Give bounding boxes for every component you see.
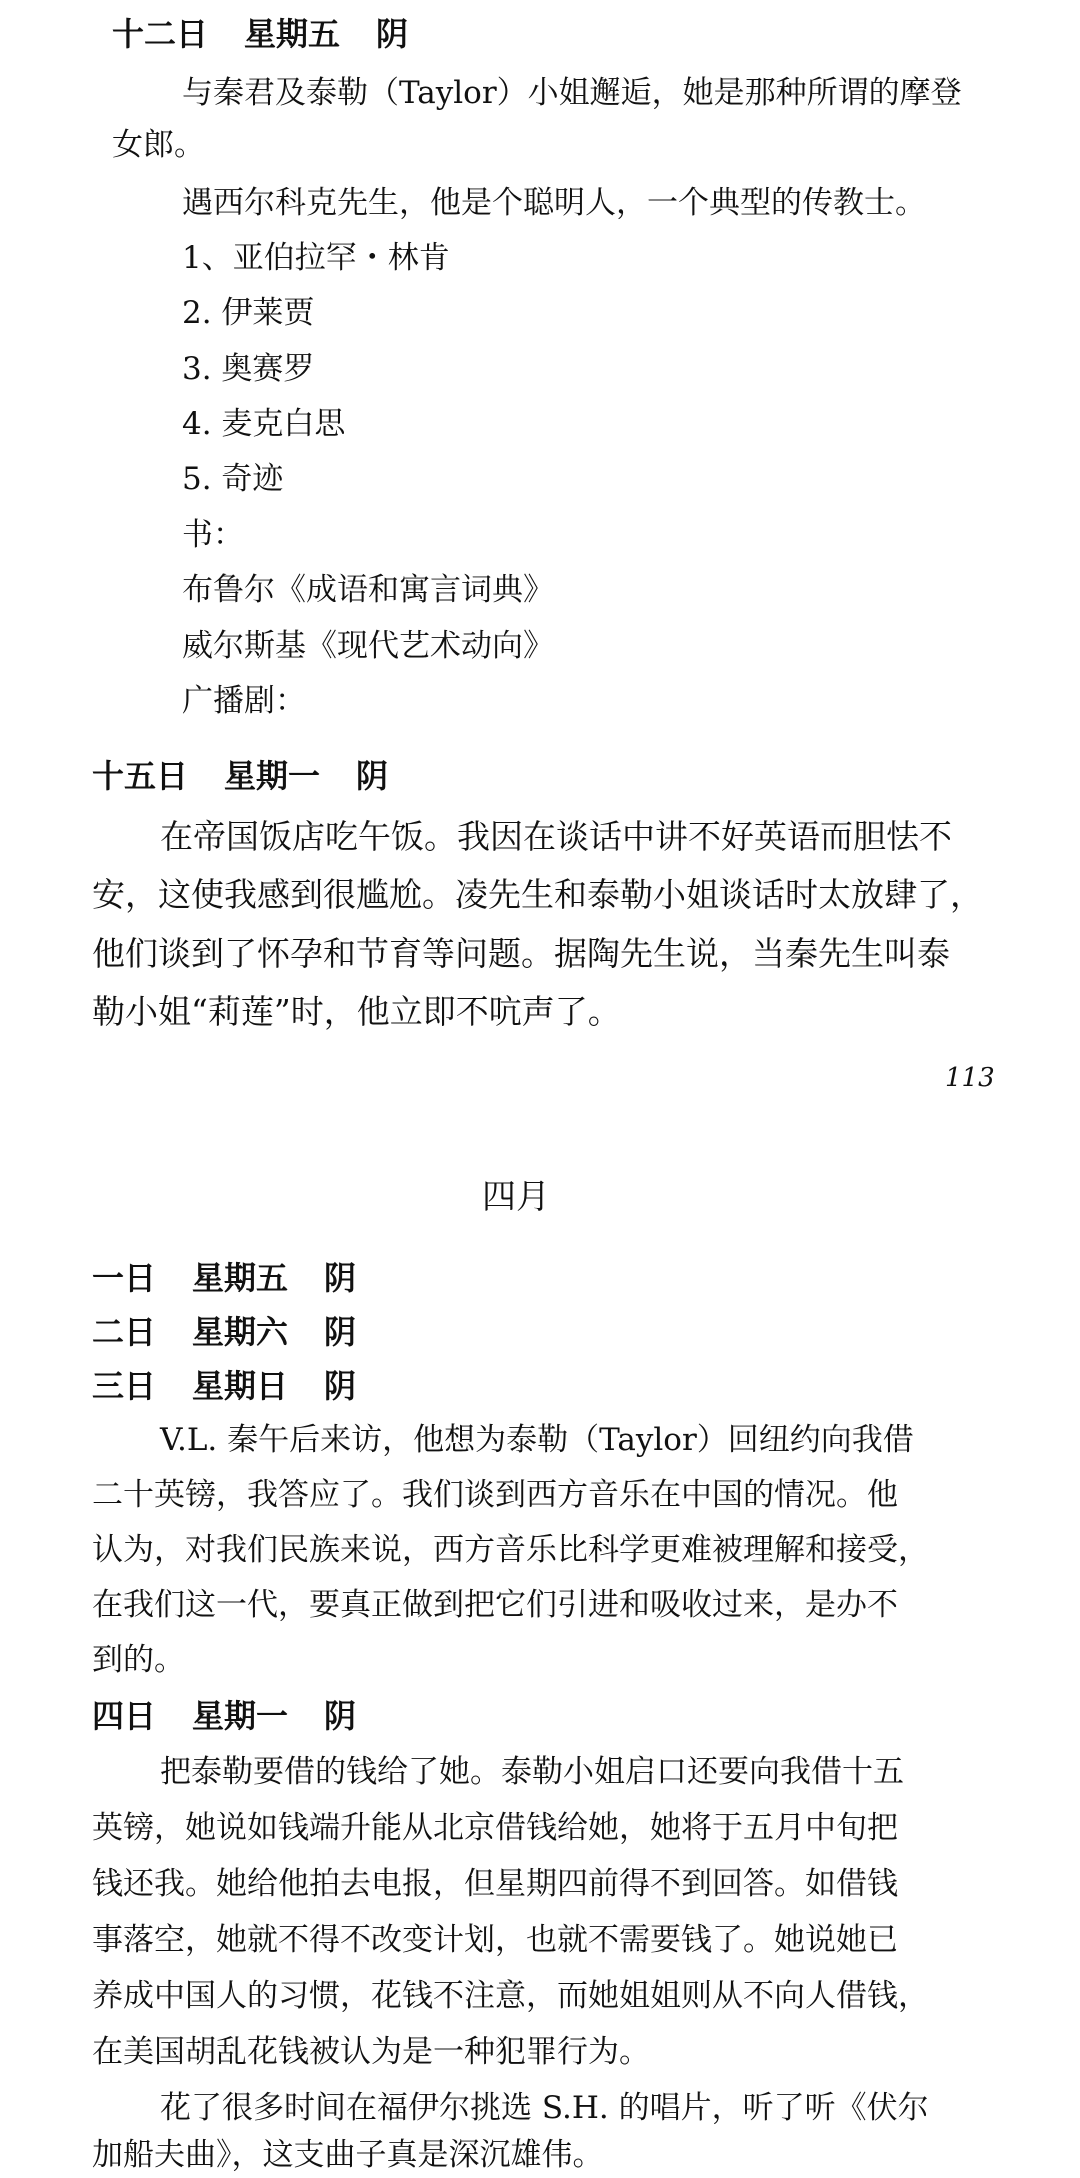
- entry-weather: 阴: [376, 15, 409, 53]
- entry-day: 一日: [92, 1259, 157, 1297]
- paragraph-line: 遇西尔科克先生，他是个聪明人，一个典型的传教士。: [182, 185, 926, 221]
- paragraph-line: 他们谈到了怀孕和节育等问题。据陶先生说，当秦先生叫泰: [92, 934, 950, 973]
- entry-day: 十二日: [112, 15, 209, 53]
- paragraph-line: 二十英镑，我答应了。我们谈到西方音乐在中国的情况。他: [92, 1477, 898, 1513]
- entry-weekday: 星期五: [244, 15, 341, 53]
- entry-weekday: 星期一: [224, 757, 321, 795]
- entry-heading-15: [92, 757, 389, 795]
- paragraph-line: 认为，对我们民族来说，西方音乐比科学更难被理解和接受，: [92, 1532, 929, 1568]
- entry-weekday: 星期一: [192, 1697, 289, 1735]
- paragraph-line: 在我们这一代，要真正做到把它们引进和吸收过来，是办不: [92, 1587, 898, 1623]
- entry-weekday: 星期五: [192, 1259, 289, 1297]
- paragraph-line: 勒小姐“莉莲”时，他立即不吭声了。: [92, 992, 621, 1031]
- list-item: 4. 麦克白思: [182, 406, 346, 442]
- paragraph-line: 钱还我。她给他拍去电报，但星期四前得不到回答。如借钱: [92, 1866, 898, 1902]
- entry-weather: 阴: [324, 1367, 357, 1405]
- entry-day: 四日: [92, 1697, 157, 1735]
- entry-weather: 阴: [324, 1313, 357, 1351]
- page-number: 113: [945, 1063, 995, 1093]
- paragraph-line: 加船夫曲》，这支曲子真是深沉雄伟。: [92, 2137, 604, 2173]
- paragraph-line: 在美国胡乱花钱被认为是一种犯罪行为。: [92, 2034, 650, 2070]
- entry-heading-3: [92, 1367, 357, 1405]
- list-item: 3. 奥赛罗: [182, 351, 315, 387]
- entry-weather: 阴: [324, 1697, 357, 1735]
- paragraph-line: 把泰勒要借的钱给了她。泰勒小姐启口还要向我借十五: [160, 1754, 904, 1790]
- paragraph-line: 英镑，她说如钱端升能从北京借钱给她，她将于五月中旬把: [92, 1810, 898, 1846]
- paragraph-line: V.L. 秦午后来访，他想为泰勒（Taylor）回纽约向我借: [160, 1422, 914, 1458]
- entry-heading-2: [92, 1313, 357, 1351]
- entry-heading-12: [112, 15, 409, 53]
- entry-weekday: 星期六: [192, 1313, 289, 1351]
- entry-heading-1: [92, 1259, 357, 1297]
- entry-day: 十五日: [92, 757, 189, 795]
- entry-weekday: 星期日: [192, 1367, 289, 1405]
- book-item: 威尔斯基《现代艺术动向》: [182, 628, 554, 664]
- entry-weather: 阴: [356, 757, 389, 795]
- entry-heading-4: [92, 1697, 357, 1735]
- book-item: 布鲁尔《成语和寓言词典》: [182, 572, 554, 608]
- paragraph-line: 与秦君及泰勒（Taylor）小姐邂逅，她是那种所谓的摩登: [182, 75, 962, 111]
- list-item: 5. 奇迹: [182, 461, 284, 497]
- paragraph-line: 到的。: [92, 1642, 185, 1678]
- list-item: 1、亚伯拉罕・林肯: [182, 240, 450, 276]
- entry-weather: 阴: [324, 1259, 357, 1297]
- paragraph-line: 花了很多时间在福伊尔挑选 S.H. 的唱片，听了听《伏尔: [160, 2090, 929, 2126]
- list-item: 2. 伊莱贾: [182, 295, 315, 331]
- entry-day: 三日: [92, 1367, 157, 1405]
- month-title: 四月: [482, 1177, 550, 1217]
- paragraph-line: 事落空，她就不得不改变计划，也就不需要钱了。她说她已: [92, 1922, 898, 1958]
- entry-day: 二日: [92, 1313, 157, 1351]
- paragraph-line: 在帝国饭店吃午饭。我因在谈话中讲不好英语而胆怯不: [160, 817, 952, 856]
- paragraph-line: 养成中国人的习惯，花钱不注意，而她姐姐则从不向人借钱，: [92, 1978, 929, 2014]
- paragraph-line: 女郎。: [112, 127, 205, 163]
- radio-label: 广播剧：: [182, 683, 306, 719]
- books-label: 书：: [182, 517, 244, 553]
- paragraph-line: 安，这使我感到很尴尬。凌先生和泰勒小姐谈话时太放肆了，: [92, 875, 983, 914]
